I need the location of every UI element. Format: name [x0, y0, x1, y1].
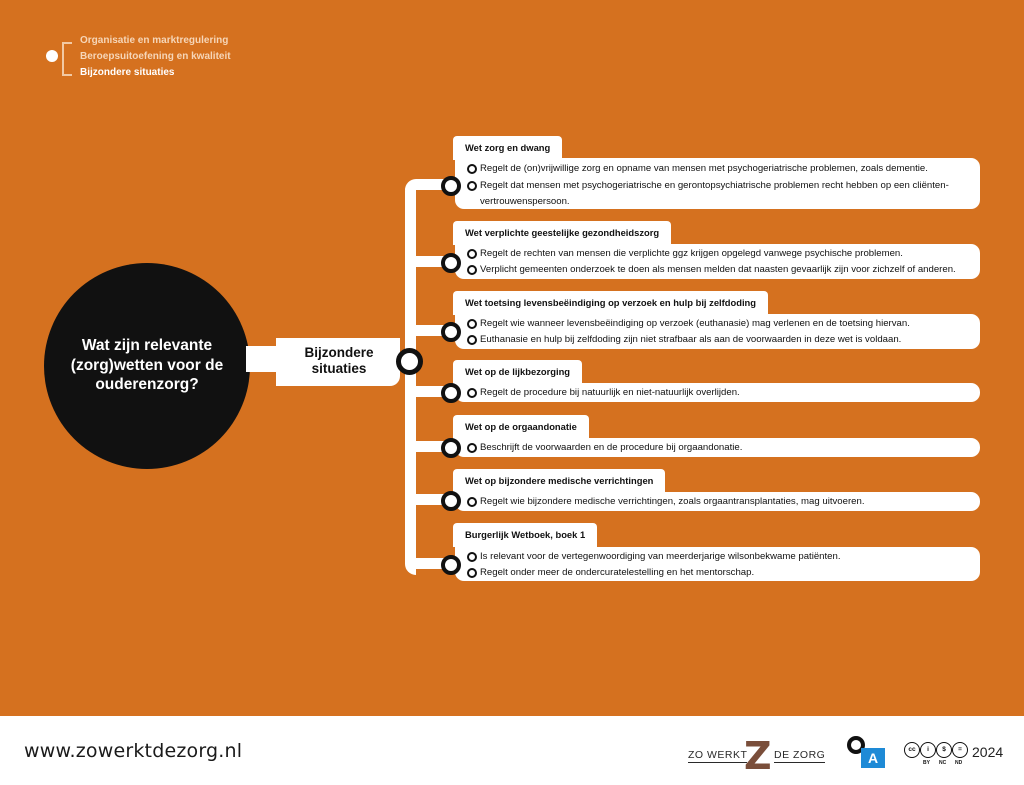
bullet-ring-icon [467, 319, 477, 329]
law-item-text: Regelt wie bijzondere medische verrichtingen, zoals orgaantransplantaties, mag uitvoeren. [480, 496, 865, 507]
logo-z-mark: Z [744, 734, 772, 778]
law-title-3: Wet toetsing levensbeëindiging op verzoek en hulp bij zelfdoding [453, 291, 768, 315]
nd-icon: = [952, 742, 968, 758]
branch-ring-icon [441, 491, 461, 511]
law-item-text: Beschrijft de voorwaarden en de procedure bij orgaandonatie. [480, 442, 743, 453]
branch-ring-icon [441, 176, 461, 196]
a-letter: A [861, 748, 885, 768]
bullet-ring-icon [467, 265, 477, 275]
branch-ring-icon [441, 555, 461, 575]
bullet-ring-icon [467, 181, 477, 191]
a-level-logo [847, 736, 889, 768]
bullet-ring-icon [467, 443, 477, 453]
cc-label-by: BY [923, 760, 930, 766]
branch-ring-icon [441, 322, 461, 342]
topic-label: Bijzondere situaties [304, 345, 374, 376]
bullet-ring-icon [467, 568, 477, 578]
branch-ring-icon [441, 438, 461, 458]
nav-dot-icon [46, 50, 58, 62]
nav-item-organisatie[interactable]: Organisatie en marktregulering [80, 35, 229, 46]
zowerktdezorg-logo [688, 734, 828, 778]
cc-icon: cc [904, 742, 920, 758]
law-item-text: Euthanasie en hulp bij zelfdoding zijn niet strafbaar als aan de voorwaarden in deze wet is voldaan. [480, 334, 902, 345]
website-link[interactable]: www.zowerktdezorg.nl [24, 740, 243, 762]
nc-icon: $ [936, 742, 952, 758]
law-title-1: Wet zorg en dwang [453, 136, 562, 160]
law-title-7: Burgerlijk Wetboek, boek 1 [453, 523, 597, 547]
law-title-6: Wet op bijzondere medische verrichtingen [453, 469, 665, 493]
hub-ring-icon [396, 348, 423, 375]
question-text: Wat zijn relevante (zorg)wetten voor de ouderenzorg? [70, 337, 224, 393]
bullet-ring-icon [467, 249, 477, 259]
law-item-text: Is relevant voor de vertegenwoordiging van meerderjarige wilsonbekwame patiënten. [480, 551, 841, 562]
bullet-ring-icon [467, 497, 477, 507]
law-item-text: Verplicht gemeenten onderzoek te doen als mensen melden dat naasten gevaarlijk zijn voor zichzelf of anderen. [480, 264, 956, 275]
bullet-ring-icon [467, 388, 477, 398]
branch-ring-icon [441, 253, 461, 273]
branch-ring-icon [441, 383, 461, 403]
bullet-ring-icon [467, 164, 477, 174]
bullet-ring-icon [467, 552, 477, 562]
logo-text-right: DE ZORG [774, 749, 826, 761]
nav-bracket [62, 42, 72, 76]
nav-item-bijzondere-situaties[interactable]: Bijzondere situaties [80, 67, 175, 78]
cc-label-nd: ND [955, 760, 963, 766]
logo-text-left: ZO WERKT [688, 749, 748, 761]
bullet-ring-icon [467, 335, 477, 345]
cc-label-nc: NC [939, 760, 947, 766]
law-item-text: Regelt de procedure bij natuurlijk en niet-natuurlijk overlijden. [480, 387, 740, 398]
by-icon: i [920, 742, 936, 758]
law-title-2: Wet verplichte geestelijke gezondheidszorg [453, 221, 671, 245]
cc-license-icon [904, 742, 966, 768]
law-item-text: Regelt onder meer de ondercuratelestelling en het mentorschap. [480, 567, 755, 578]
tree-trunk [405, 180, 416, 575]
nav-item-beroepsuitoefening[interactable]: Beroepsuitoefening en kwaliteit [80, 51, 231, 62]
law-item-text: Regelt wie wanneer levensbeëindiging op verzoek (euthanasie) mag verlenen en de toetsing hiervan. [480, 318, 910, 329]
law-title-5: Wet op de orgaandonatie [453, 415, 589, 439]
year-label: 2024 [972, 744, 1004, 760]
law-item-text: Regelt dat mensen met psychogeriatrische en gerontopsychiatrische problemen recht hebben op een cliënten-vertrouwenspersoon. [480, 180, 949, 207]
law-title-4: Wet op de lijkbezorging [453, 360, 582, 384]
law-item-text: Regelt de rechten van mensen die verplichte ggz krijgen opgelegd vanwege psychische problemen. [480, 248, 903, 259]
law-item-text: Regelt de (on)vrijwillige zorg en opname van mensen met psychogeriatrische problemen, zoals dementie. [480, 163, 928, 174]
